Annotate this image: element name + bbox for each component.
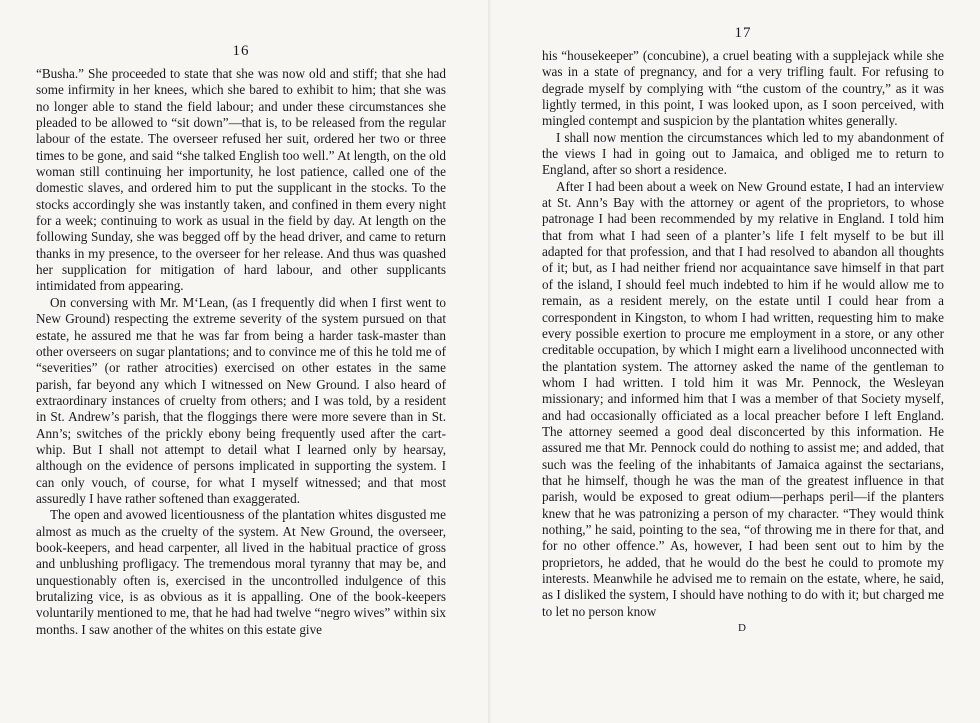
paragraph: “Busha.” She proceeded to state that she was now old and stiff; that she had some infirmity in her knees, which she bared to exhibit to him; that she was no longer able to stand the field labour; and under these circumstances she pleaded to be allowed to “sit down”—that is, to be released from the regular labour of the estate. The overseer refused her suit, ordered her two or three times to be gone, and said “she talked English too well.” At length, on the old woman still continuing her importunity, he lost patience, called one of the domestic slaves, and ordered him to put the supplicant in the stocks. To the stocks accordingly she was instantly taken, and confined in them every night for a week; continuing to work as usual in the field by day. At length on the following Sunday, she was begged off by the head driver, and came to return thanks in my presence, to the overseer for her release. And thus was quashed her supplication for mitigation of hard labour, and other supplicants intimidated from appearing. xyxy=(36,66,446,294)
right-page xyxy=(490,0,980,723)
paragraph: I shall now mention the circumstances which led to my abandonment of the views I had in going out to Jamaica, and obliged me to return to England, after so short a residence. xyxy=(542,129,944,178)
paragraph: On conversing with Mr. M‘Lean, (as I frequently did when I first went to New Ground) respecting the extreme severity of the system pursued on that estate, he assured me that he was far from being a harder task-master than other overseers on sugar plantations; and to convince me of this he told me of “severities” (or rather atrocities) exercised on other estates in the same parish, far beyond any which I witnessed on New Ground. I also heard of extraordinary instances of cruelty from others; and I was told, by a resident in St. Andrew’s parish, that the floggings there were more severe than in St. Ann’s; switches of the prickly ebony being frequently used after the cart-whip. But I shall not attempt to detail what I learned only by hearsay, although on the evidence of persons implicated in supporting the system. I can only vouch, of course, for what I myself witnessed; and that most assuredly I have rather softened than exaggerated. xyxy=(36,294,446,506)
paragraph: The open and avowed licentiousness of the plantation whites disgusted me almost as much as the cruelty of the system. At New Ground, the overseer, book-keepers, and head carpenter, all lived in the habitual practice of gross and unblushing profligacy. The tremendous moral tyranny that may be, and unquestionably often is, exercised in the uncontrolled indulgence of this brutalizing vice, is as obvious as it is appalling. One of the book-keepers voluntarily mentioned to me, that he had had twelve “negro wives” within six months. I saw another of the whites on this estate give xyxy=(36,507,446,637)
page-number-right: 17 xyxy=(734,25,752,41)
signature-mark: D xyxy=(738,622,748,635)
right-page-text xyxy=(542,48,944,620)
paragraph: After I had been about a week on New Ground estate, I had an interview at St. Ann’s Bay with the attorney or agent of the proprietors, to whose patronage I had been recommended by my relative in England. I told him that from what I had seen of a planter’s life I felt myself to be but ill adapted for that profession, and that I had resolved to abandon all thoughts of it; but, as I had neither friend nor acquaintance save himself in that part of the island, I should feel much indebted to him if he would allow me to remain, as a resident merely, on the estate until I could hear from a correspondent in Kingston, to whom I had written, requesting him to make every possible exertion to procure me employment in a store, or any other creditable occupation, by which I might earn a livelihood unconnected with the plantation system. The attorney asked the name of the gentleman to whom I had written. I told him it was Mr. Pennock, the Wesleyan missionary; and informed him that I was a member of that Society myself, and had occasionally officiated as a local preacher before I left England. The attorney seemed a good deal disconcerted by this information. He assured me that Mr. Pennock could do nothing to assist me; and added, that such was the feeling of the inhabitants of Jamaica against the sectarians, that he himself, though he was the man of the greatest influence in that parish, would be exposed to great odium—perhaps peril—if the planters knew that he was patronizing a person of my character. “They would think nothing,” he said, pointing to the sea, “of throwing me in there for that, and for no other offence.” As, however, I had been sent out to him by the proprietors, he added, that he would do the best he could to promote my interests. Meanwhile he advised me to remain on the estate, where, he said, as I disliked the system, I should have nothing to do with it; but charged me to let no person know xyxy=(542,178,944,619)
page-number-left: 16 xyxy=(232,43,250,59)
left-page-text xyxy=(36,66,446,638)
paragraph: his “housekeeper” (concubine), a cruel beating with a supplejack while she was in a state of pregnancy, and for a very trifling fault. For refusing to degrade myself by complying with “the custom of the country,” as it was lightly termed, in this point, I was looked upon, as I soon perceived, with mingled contempt and suspicion by the plantation whites generally. xyxy=(542,48,944,129)
